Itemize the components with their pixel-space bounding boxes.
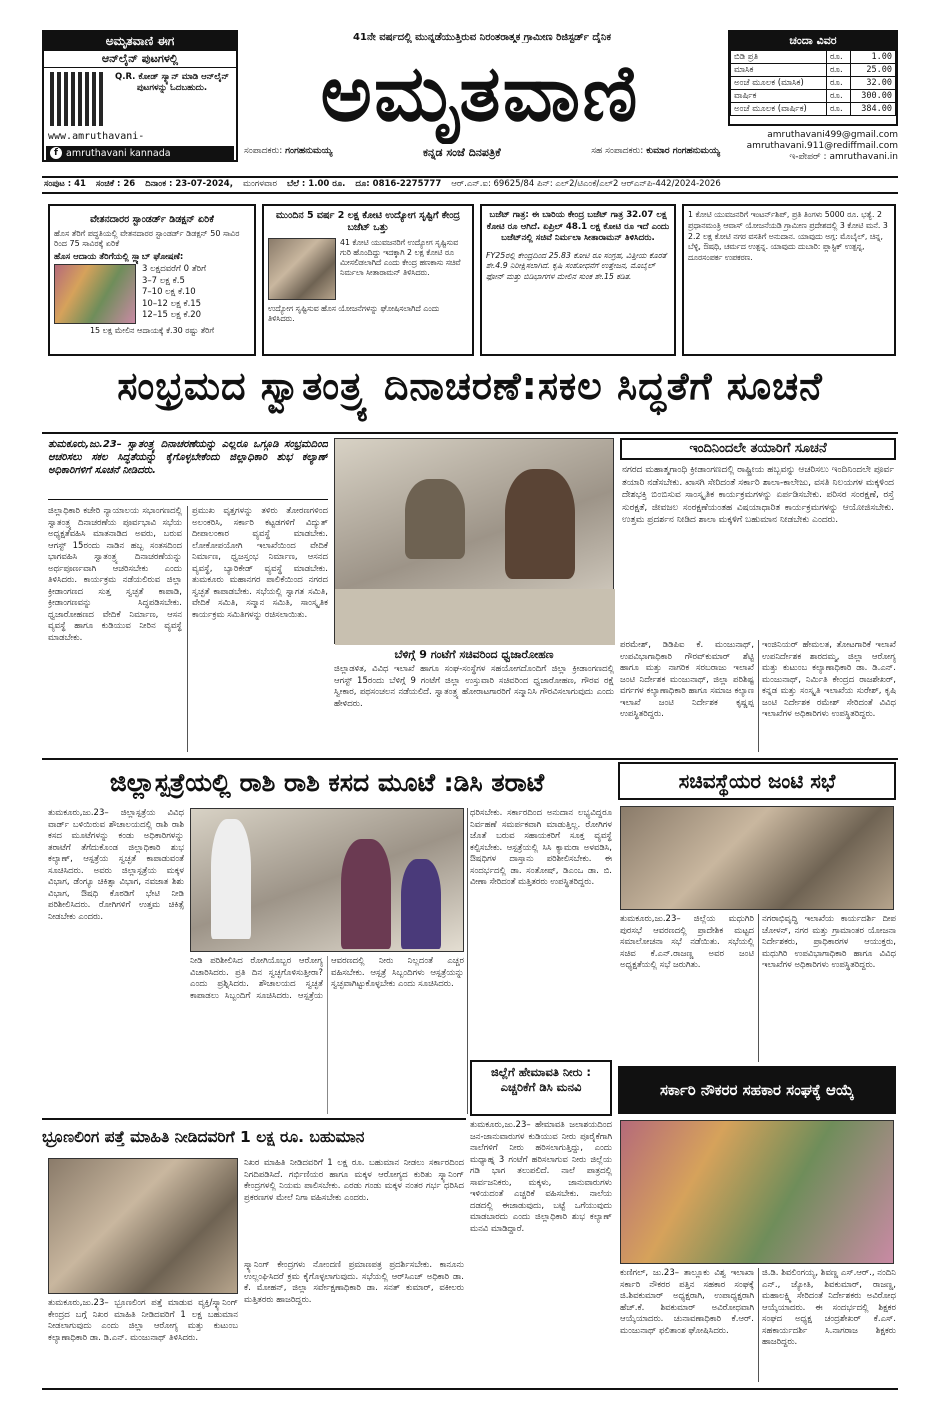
subscription-table bbox=[730, 50, 896, 116]
subscription-label: ವಾರ್ಷಿಕ bbox=[731, 90, 827, 103]
editor-label: ಸಂಪಾದಕರು: bbox=[244, 146, 283, 156]
subscription-title: ಚಂದಾ ವಿವರ bbox=[730, 32, 896, 50]
hospital-column-1: ತುಮಕೂರು,ಜು.23– ಜಿಲ್ಲಾಸ್ಪತ್ರೆಯ ವಿವಿಧ ವಾರ್ಡ್ ಬಳಿಯಿರುವ ಶೌಚಾಲಯದಲ್ಲಿ ರಾಶಿ ರಾಶಿ ಕಸದ ಮೂಟೆಗಳನ್ನು ಕಂಡು ಅಧಿಕಾರಿಗಳನ್ನು ತರಾಟೆಗೆ ತೆಗೆದುಕೊಂಡ ಜಿಲ್ಲಾಧಿಕಾರಿ ಶುಭ ಕಲ್ಯಾಣ್, ಆಸ್ಪತ್ರೆಯ ಸ್ವಚ್ಛತೆ ಕಾಪಾಡುವಂತೆ ಸೂಚಿಸಿದರು. ಅವರು ಜಿಲ್ಲಾಸ್ಪತ್ರೆಯ ಮಕ್ಕಳ ವಿಭಾಗ, ಡೆಂಗ್ಯೂ ಚಿಕಿತ್ಸಾ ವಿಭಾಗ, ನವಜಾತ ಶಿಶು ವಿಭಾಗ, ಔಷಧಿ ಕೊಠಡಿಗೆ ಭೇಟಿ ನೀಡಿ ಪರಿಶೀಲಿಸಿದರು. ರೋಗಿಗಳಿಗೆ ಉತ್ತಮ ಚಿಕಿತ್ಸೆ ನೀಡಬೇಕು ಎಂದರು. bbox=[48, 808, 184, 922]
subscription-unit: ರೂ. bbox=[827, 103, 851, 116]
foeticide-photo bbox=[48, 1158, 238, 1294]
promo-subtitle: ಆನ್‌ಲೈನ್ ಪುಟಗಳಲ್ಲಿ bbox=[44, 51, 236, 68]
price: ಬೆಲೆ : 1.00 ರೂ. bbox=[286, 179, 346, 189]
budget-box-title: ಬಜೆಟ್ ಗಾತ್ರ: ಈ ಬಾರಿಯ ಕೇಂದ್ರ ಬಜೆಟ್ ಗಾತ್ರ 32.07 ಲಕ್ಷ ಕೋಟಿ ರೂ ಆಗಿದೆ. ಏಪ್ರಿಲ್ 48.1 ಲಕ್ಷ ಕೋಟಿ ರೂ ಇದೆ ಎಂದು ಬಜೆಟ್‌ನಲ್ಲಿ ಸಚಿವೆ ನಿರ್ಮಲಾ ಸೀತಾರಾಮನ್ ತಿಳಿಸಿದರು. bbox=[486, 210, 670, 243]
subscription-value: 25.00 bbox=[850, 64, 895, 77]
phone: ದೂ: 0816-2275777 bbox=[355, 179, 442, 189]
budget-box-foot: ಉದ್ಯೋಗ ಸೃಷ್ಟಿಸುವ ಹೊಸ ಯೋಜನೆಗಳನ್ನು ಘೋಷಿಸಲಾಗಿದೆ ಎಂದು ತಿಳಿಸಿದರು. bbox=[268, 304, 440, 323]
side-story-col-a: ಪರಮೇಶ್, ಡಿಡಿಪಿಐ ಕೆ. ಮಂಜುನಾಥ್, ಉಪವಿಭಾಗಾಧಿಕಾರಿ ಗೌರವ್‌ಕುಮಾರ್ ಶೆಟ್ಟಿ ಹಾಗೂ ಮತ್ತು ನಾಗರಿಕ ಸರಬರಾಜು ಇಲಾಖೆ ಜಂಟಿ ನಿರ್ದೇಶಕ ಮಂಜುನಾಥ್, ಜಿಲ್ಲಾ ಪರಿಶಿಷ್ಟ ವರ್ಗಗಳ ಕಲ್ಯಾಣಾಧಿಕಾರಿ ಹಾಗೂ ಸಮಾಜ ಕಲ್ಯಾಣ ಇಲಾಖೆ ಜಂಟಿ ನಿರ್ದೇಶಕ ಕೃಷ್ಣಪ್ಪ ಉಪಸ್ಥಿತರಿದ್ದರು. bbox=[620, 640, 754, 719]
budget-box-title: ವೇತನದಾರರ ಸ್ಟಾಂಡರ್ಡ್ ಡಿಡಕ್ಷನ್ ಏರಿಕೆ bbox=[90, 214, 214, 225]
dateline bbox=[44, 179, 896, 189]
qr-instructions: Q.R. ಕೋಡ್ ಸ್ಕ್ಯಾನ್ ಮಾಡಿ ಆನ್‌ಲೈನ್ ಪುಟಗಳನ್ನು ಓದಬಹುದು. bbox=[114, 72, 230, 93]
subscription-row bbox=[731, 90, 896, 103]
budget-box-body: ಹೊಸ ತೆರಿಗೆ ಪದ್ಧತಿಯಲ್ಲಿ ವೇತನದಾರರ ಸ್ಟಾಂಡರ್ಡ್ ಡಿಡಕ್ಷನ್ 50 ಸಾವಿರ ರಿಂದ 75 ಸಾವಿರಕ್ಕೆ ಏರಿಕೆ bbox=[54, 229, 240, 248]
foeticide-column-3: ಸ್ಕ್ಯಾನಿಂಗ್ ಕೇಂದ್ರಗಳು ನೋಂದಣಿ ಪ್ರಮಾಣಪತ್ರ ಪ್ರದರ್ಶಿಸಬೇಕು. ಕಾನೂನು ಉಲ್ಲಂಘಿಸಿದರೆ ಕ್ರಮ ಕೈಗೊಳ್ಳಲಾಗುವುದು. ಸಭೆಯಲ್ಲಿ ಆರ್‌ಸಿಎಚ್ ಅಧಿಕಾರಿ ಡಾ. ಕೆ. ಮೋಹನ್, ಜಿಲ್ಲಾ ಸರ್ವೇಕ್ಷಣಾಧಿಕಾರಿ ಡಾ. ಸನತ್ ಕುಮಾರ್, ವಕೀಲರು ಮತ್ತಿತರರು ಹಾಜರಿದ್ದರು. bbox=[244, 1260, 464, 1305]
subscription-label: ಬಿಡಿ ಪ್ರತಿ bbox=[731, 51, 827, 64]
issue-date: ದಿನಾಂಕ : 23-07-2024, bbox=[145, 179, 233, 189]
volume: ಸಂಪುಟ : 41 bbox=[44, 179, 86, 189]
secretaries-headline: ಸಚಿವಸ್ಥೆಯರ ಜಂಟಿ ಸಭೆ bbox=[618, 762, 896, 800]
tax-slab-list bbox=[142, 264, 206, 324]
tax-image bbox=[54, 264, 136, 324]
subscription-row bbox=[731, 64, 896, 77]
meeting-photo bbox=[334, 438, 614, 644]
side-story-headline: ಇಂದಿನಿಂದಲೇ ತಯಾರಿಗೆ ಸೂಚನೆ bbox=[620, 438, 896, 460]
editor-line bbox=[244, 146, 720, 160]
newspaper-name: ಅಮೃತವಾಣಿ bbox=[320, 48, 640, 139]
foeticide-column-2: ನಿಖರ ಮಾಹಿತಿ ನೀಡಿದವರಿಗೆ 1 ಲಕ್ಷ ರೂ. ಬಹುಮಾನ ನೀಡಲು ಸರ್ಕಾರದಿಂದ ನಿಗದಿಪಡಿಸಿದೆ. ಗರ್ಭಿಣಿಯರ ಹಾಗೂ ಮಕ್ಕಳ ಆರೋಗ್ಯದ ಕುರಿತು ಸ್ಕ್ಯಾನಿಂಗ್ ಕೇಂದ್ರಗಳಲ್ಲಿ ನಿಯಮ ಪಾಲಿಸಬೇಕು. ಎರಡು ಗಂಡು ಮಕ್ಕಳ ನಂತರ ಗರ್ಭ ಧರಿಸಿದ ಪ್ರಕರಣಗಳ ಮೇಲೆ ನಿಗಾ ವಹಿಸಬೇಕು ಎಂದರು. bbox=[244, 1158, 464, 1203]
facebook-bar[interactable] bbox=[46, 146, 234, 160]
cooperative-column-2: ಜಿ.ಡಿ. ಶಿವಲಿಂಗಯ್ಯ, ಶಿವಣ್ಣ ಎಸ್.ಆರ್., ನಂದಿನಿ ಎನ್., ಜ್ಯೋತಿ, ಶಿವಕುಮಾರ್, ರಾಜಣ್ಣ, ಮಹಾಲಕ್ಷ್ಮಿ ಸೇರಿದಂತೆ ನಿರ್ದೇಶಕರು ಅವಿರೋಧ ಆಯ್ಕೆಯಾದರು. ಈ ಸಂದರ್ಭದಲ್ಲಿ ಶಿಕ್ಷಕರ ಸಂಘದ ಅಧ್ಯಕ್ಷ ಚಂದ್ರಶೇಖರ್ ಕೆ.ಎಸ್. ಸಹಕಾರ್ಯದರ್ಶಿ ಸಿ.ನಾಗರಾಜ ಶಿಕ್ಷಕರು ಹಾಜರಿದ್ದರು. bbox=[762, 1268, 896, 1347]
budget-box-sub: ಹೊಸ ಆದಾಯ ತೆರಿಗೆಯಲ್ಲಿ ಸ್ಲ್ಯಾಬ್ ಘೋಷಣೆ: bbox=[54, 252, 184, 262]
email-1[interactable]: amruthavani499@gmail.com bbox=[767, 130, 898, 140]
subscription-unit: ರೂ. bbox=[827, 77, 851, 90]
weekday: ಮಂಗಳವಾರ bbox=[242, 179, 277, 189]
budget-box-body: 41 ಕೋಟಿ ಯುವಜನರಿಗೆ ಉದ್ಯೋಗ ಸೃಷ್ಟಿಸುವ ಗುರಿ ಹೊಂದಿದ್ದು ಇದಕ್ಕಾಗಿ 2 ಲಕ್ಷ ಕೋಟಿ ರೂ ಮೀಸಲಿಡಲಾಗಿದೆ ಎಂದು ಕೇಂದ್ರ ಹಣಕಾಸು ಸಚಿವೆ ನಿರ್ಮಲಾ ಸೀತಾರಾಮನ್ ತಿಳಿಸಿದರು. bbox=[340, 238, 461, 277]
budget-box-deduction bbox=[48, 204, 256, 356]
cooperative-photo bbox=[620, 1120, 894, 1264]
registration: ಆರ್.ಎನ್.ಐ: 69625/84 ಪಿನ್: ಎಲ್2/ಟಿಎಂಕೆ/ಎಲ್2 ಆರ್‌ಎನ್‌ಪಿ-442/2024-2026 bbox=[451, 179, 721, 189]
promo-title: ಅಮೃತವಾಣಿ ಈಗ bbox=[44, 32, 236, 51]
facebook-icon: f bbox=[50, 147, 62, 159]
subscription-value: 300.00 bbox=[850, 90, 895, 103]
foeticide-column-1: ತುಮಕೂರು,ಜು.23– ಭ್ರೂಣಲಿಂಗ ಪತ್ತೆ ಮಾಡುವ ವ್ಯಕ್ತಿ/ಸ್ಕ್ಯಾನಿಂಗ್ ಕೇಂದ್ರದ ಬಗ್ಗೆ ನಿಖರ ಮಾಹಿತಿ ನೀಡಿದವರಿಗೆ 1 ಲಕ್ಷ ಬಹುಮಾನ ನೀಡಲಾಗುವುದು ಎಂದು ಜಿಲ್ಲಾ ಆರೋಗ್ಯ ಮತ್ತು ಕುಟುಂಬ ಕಲ್ಯಾಣಾಧಿಕಾರಿ ಡಾ. ಡಿ.ಎನ್. ಮಂಜುನಾಥ್ ತಿಳಿಸಿದರು. bbox=[48, 1298, 238, 1343]
tax-slab: 10–12 ಲಕ್ಷ ಕೆ.15 bbox=[142, 298, 202, 309]
epaper-link[interactable]: ಇ-ಪೇಪರ್ : amruthavani.in bbox=[789, 152, 898, 162]
subscription-value: 384.00 bbox=[850, 103, 895, 116]
tax-slab: 12–15 ಲಕ್ಷ ಕೆ.20 bbox=[142, 310, 202, 320]
cooperative-column-1: ಕುಣಿಗಲ್, ಜು.23– ತಾಲ್ಲೂಕು ವಿಶ್ವ ಇಲಾಖಾ ಸರ್ಕಾರಿ ನೌಕರರ ಪತ್ತಿನ ಸಹಕಾರ ಸಂಘಕ್ಕೆ ಜಿ.ಶಿವಕುಮಾರ್ ಅಧ್ಯಕ್ಷರಾಗಿ, ಉಪಾಧ್ಯಕ್ಷರಾಗಿ ಹೆಚ್.ಕೆ. ಶಿವಕುಮಾರ್ ಅವಿರೋಧವಾಗಿ ಆಯ್ಕೆಯಾದರು. ಚುನಾವಣಾಧಿಕಾರಿ ಕೆ.ಆರ್. ಮಂಜುನಾಥ್ ಫಲಿತಾಂಶ ಘೋಷಿಸಿದರು. bbox=[620, 1268, 754, 1336]
finance-minister-photo bbox=[268, 238, 336, 300]
budget-box-body: FY25ರಲ್ಲಿ ಕೇಂದ್ರದಿಂದ 25.83 ಕೋಟಿ ರೂ ಸಂಗ್ರಹ, ವಿತ್ತೀಯ ಕೊರತೆ ಶೇ.4.9 ನಿರೀಕ್ಷಿಸಲಾಗಿದೆ. ಕೃಷಿ ಸಂಶೋಧನೆಗೆ ಉತ್ತೇಜನ, ಮೊಬೈಲ್ ಫೋನ್ ಮತ್ತು ಬಿಡಿಭಾಗಗಳ ಮೇಲಿನ ಸುಂಕ ಶೇ.15 ಕಡಿತ. bbox=[486, 250, 667, 281]
cooperative-headline: ಸರ್ಕಾರಿ ನೌಕರರ ಸಹಕಾರ ಸಂಘಕ್ಕೆ ಆಯ್ಕೆ bbox=[618, 1066, 896, 1114]
hospital-column-2: ನೀಡಿ ಪರಿಶೀಲಿಸಿದ ರೋಗಿಯೊಬ್ಬರ ಆರೋಗ್ಯ ವಿಚಾರಿಸಿದರು. ಪ್ರತಿ ದಿನ ಸ್ವಚ್ಛಗೊಳಿಸುತ್ತೀರಾ? ಎಂದು ಪ್ರಶ್ನಿಸಿದರು. ಶೌಚಾಲಯದ ಸ್ವಚ್ಛತೆ ಕಾಪಾಡಲು ಸಿಬ್ಬಂದಿಗೆ ಸೂಚಿಸಿದರು. ಆಸ್ಪತ್ರೆಯ ಆವರಣದಲ್ಲಿ ನೀರು ನಿಲ್ಲದಂತೆ ಎಚ್ಚರ ವಹಿಸಬೇಕು. ಆಸ್ಪತ್ರೆ ಸಿಬ್ಬಂದಿಗಳು ಆಸ್ಪತ್ರೆಯನ್ನು ಸ್ವಚ್ಛವಾಗಿಟ್ಟುಕೊಳ್ಳಬೇಕು ಎಂದು ಸೂಚಿಸಿದರು. bbox=[190, 956, 464, 1001]
lead-headline: ಸಂಭ್ರಮದ ಸ್ವಾತಂತ್ರ್ಯ ದಿನಾಚರಣೆ:ಸಕಲ ಸಿದ್ಧತೆಗೆ ಸೂಚನೆ bbox=[117, 364, 823, 408]
person-patient bbox=[341, 839, 391, 949]
subscription-value: 1.00 bbox=[850, 51, 895, 64]
sub-editor-label: ಸಹ ಸಂಪಾದಕರು: bbox=[591, 146, 644, 156]
hospital-column-3: ಧರಿಸಬೇಕು. ಸರ್ಕಾರದಿಂದ ಅನುದಾನ ಲಭ್ಯವಿದ್ದರೂ ನಿರ್ವಹಣೆ ಸಮರ್ಪಕವಾಗಿ ಮಾಡುತ್ತಿಲ್ಲ. ರೋಗಿಗಳ ಜೊತೆ ಬರುವ ಸಹಾಯಕರಿಗೆ ಸೂಕ್ತ ವ್ಯವಸ್ಥೆ ಕಲ್ಪಿಸಬೇಕು. ಆಸ್ಪತ್ರೆಯಲ್ಲಿ ಸಿಸಿ ಕ್ಯಾಮರಾ ಅಳವಡಿಸಿ, ಔಷಧಿಗಳ ದಾಸ್ತಾನು ಪರಿಶೀಲಿಸಬೇಕು. ಈ ಸಂದರ್ಭದಲ್ಲಿ ಡಾ. ಸಂತೋಷ್, ಡಿಎಂಒ ಡಾ. ಬಿ. ವೀಣಾ ಸೇರಿದಂತೆ ಮತ್ತಿತರರು ಉಪಸ್ಥಿತರಿದ್ದರು. bbox=[470, 808, 612, 887]
subscription-row bbox=[731, 77, 896, 90]
subscription-value: 32.00 bbox=[850, 77, 895, 90]
hemavathi-headline: ಜಿಲ್ಲೆಗೆ ಹೇಮಾವತಿ ನೀರು : ಎಚ್ಚರಿಕೆಗೆ ಡಿಸಿ ಮನವಿ bbox=[470, 1060, 612, 1116]
secretaries-column-2: ನಗರಾಭಿವೃದ್ಧಿ ಇಲಾಖೆಯ ಕಾರ್ಯದರ್ಶಿ ದೀಪ ಚೋಳನ್, ನಗರ ಮತ್ತು ಗ್ರಾಮಾಂತರ ಯೋಜನಾ ನಿರ್ದೇಶಕರು, ಪ್ರಾಧಿಕಾರಗಳ ಆಯುಕ್ತರು, ಮಧುಗಿರಿ ಉಪವಿಭಾಗಾಧಿಕಾರಿ ಹಾಗೂ ವಿವಿಧ ಇಲಾಖೆಗಳ ಅಧಿಕಾರಿಗಳು ಉಪಸ್ಥಿತರಿದ್ದರು. bbox=[762, 914, 896, 970]
subscription-box bbox=[728, 30, 898, 126]
sub-name: ಕನ್ನಡ ಸಂಜೆ ದಿನಪತ್ರಿಕೆ bbox=[422, 146, 501, 159]
budget-box-size bbox=[480, 204, 676, 356]
issue: ಸಂಚಿಕೆ : 26 bbox=[95, 179, 136, 189]
tax-slab: 3 ಲಕ್ಷದವರೆಗೆ 0 ತೆರಿಗೆ bbox=[142, 264, 207, 274]
secretaries-column-1: ತುಮಕೂರು,ಜು.23– ಜಿಲ್ಲೆಯ ಮಧುಗಿರಿ ಪುರಸಭೆ ಆವರಣದಲ್ಲಿ ಪ್ರಾದೇಶಿಕ ಮಟ್ಟದ ಸಮಾಲೋಚನಾ ಸಭೆ ನಡೆಯಿತು. ಸಭೆಯಲ್ಲಿ ಸಚಿವ ಕೆ.ಎನ್.ರಾಜಣ್ಣ ಅವರ ಜಂಟಿ ಅಧ್ಯಕ್ಷತೆಯಲ್ಲಿ ಸಭೆ ಜರುಗಿತು. bbox=[620, 914, 754, 970]
lead-caption-body: ಜಿಲ್ಲಾಡಳಿತ, ವಿವಿಧ ಇಲಾಖೆ ಹಾಗೂ ಸಂಘ-ಸಂಸ್ಥೆಗಳ ಸಹಯೋಗದೊಂದಿಗೆ ಜಿಲ್ಲಾ ಕ್ರೀಡಾಂಗಣದಲ್ಲಿ ಆಗಸ್ಟ್ 15ರಂದು ಬೆಳಿಗ್ಗೆ 9 ಗಂಟೆಗೆ ಜಿಲ್ಲಾ ಉಸ್ತುವಾರಿ ಸಚಿವರಿಂದ ಧ್ವಜಾರೋಹಣ, ಗೌರವ ರಕ್ಷೆ ಸ್ವೀಕಾರ, ಪಥಸಂಚಲನ ನಡೆಯಲಿದೆ. ಸ್ವಾತಂತ್ರ್ಯ ಹೋರಾಟಗಾರರಿಗೆ ಸನ್ಮಾನಿಸಿ ಗೌರವಿಸಲಾಗುವುದು ಎಂದು ಹೇಳಿದರು. bbox=[334, 664, 614, 709]
subscription-row bbox=[731, 103, 896, 116]
tax-slab: 7–10 ಲಕ್ಷ ಕೆ.10 bbox=[142, 287, 196, 297]
subscription-unit: ರೂ. bbox=[827, 64, 851, 77]
subscription-label: ಮಾಸಿಕ bbox=[731, 64, 827, 77]
contact-block bbox=[728, 130, 898, 163]
budget-box-jobs bbox=[262, 204, 474, 356]
side-story-col-b: ಇಂಜಿನಿಯರ್ ಹೇಮಲತ, ತೋಟಗಾರಿಕೆ ಇಲಾಖೆ ಉಪನಿರ್ದೇಶಕ ಶಾರದಮ್ಮ, ಜಿಲ್ಲಾ ಆರೋಗ್ಯ ಮತ್ತು ಕುಟುಂಬ ಕಲ್ಯಾಣಾಧಿಕಾರಿ ಡಾ. ಡಿ.ಎನ್. ಮಂಜುನಾಥ್, ನಿರ್ಮಿತಿ ಕೇಂದ್ರದ ರಾಜಶೇಖರ್, ಕನ್ನಡ ಮತ್ತು ಸಂಸ್ಕೃತಿ ಇಲಾಖೆಯ ಸುರೇಶ್, ಕೃಷಿ ಜಂಟಿ ನಿರ್ದೇಶಕ ರಮೇಶ್ ಸೇರಿದಂತೆ ವಿವಿಧ ಇಲಾಖೆಗಳ ಅಧಿಕಾರಿಗಳು ಉಪಸ್ಥಿತರಿದ್ದರು. bbox=[762, 640, 896, 719]
hemavathi-body: ತುಮಕೂರು,ಜು.23– ಹೇಮಾವತಿ ಜಲಾಶಯದಿಂದ ಜನ-ಜಾನುವಾರುಗಳ ಕುಡಿಯುವ ನೀರು ಪೂರೈಕೆಗಾಗಿ ನಾಲೆಗಳಿಗೆ ನೀರು ಹರಿಸಲಾಗುತ್ತಿದ್ದು, ಎಂದು ಮಧ್ಯಾಹ್ನ 3 ಗಂಟೆಗೆ ಹರಿಸಲಾಗುವ ನೀರು ಜಿಲ್ಲೆಯ ಗಡಿ ಭಾಗ ತಲುಪಲಿದೆ. ನಾಲೆ ಪಾತ್ರದಲ್ಲಿ ಸಾರ್ವಜನಿಕರು, ಮಕ್ಕಳು, ಜಾನುವಾರುಗಳು ಇಳಿಯದಂತೆ ಎಚ್ಚರಿಕೆ ವಹಿಸಬೇಕು. ನಾಲೆಯ ದಡದಲ್ಲಿ ಈಜಾಡುವುದು, ಬಟ್ಟೆ ಒಗೆಯುವುದು ಮಾಡಬಾರದು ಎಂದು ಜಿಲ್ಲಾಧಿಕಾರಿ ಶುಭ ಕಲ್ಯಾಣ್ ಮನವಿ ಮಾಡಿದ್ದಾರೆ. bbox=[470, 1120, 612, 1234]
secretaries-photo bbox=[620, 806, 894, 910]
qr-code[interactable] bbox=[50, 72, 104, 126]
subscription-row bbox=[731, 51, 896, 64]
budget-box-body: 1 ಕೋಟಿ ಯುವಜನರಿಗೆ ಇಂಟರ್ನ್‌ಶಿಪ್, ಪ್ರತಿ ತಿಂಗಳು 5000 ರೂ. ಭತ್ಯೆ. 2 ಪ್ರಧಾನಮಂತ್ರಿ ಆವಾಸ್ ಯೋಜನೆಯಡಿ ಗ್ರಾಮೀಣ ಪ್ರದೇಶದಲ್ಲಿ 3 ಕೋಟಿ ಮನೆ. 3 2.2 ಲಕ್ಷ ಕೋಟಿ ನಗರ ವಸತಿಗೆ ಅನುದಾನ. ಯಾವುದು ಅಗ್ಗ: ಮೊಬೈಲ್, ಚಿನ್ನ, ಬೆಳ್ಳಿ, ಔಷಧಿ, ಚರ್ಮದ ಉತ್ಪನ್ನ. ಯಾವುದು ದುಬಾರಿ: ಪ್ಲಾಸ್ಟಿಕ್ ಉತ್ಪನ್ನ, ದೂರಸಂಪರ್ಕ ಉಪಕರಣ. bbox=[688, 210, 888, 263]
budget-box-title: ಮುಂದಿನ 5 ವರ್ಷ 2 ಲಕ್ಷ ಕೋಟಿ ಉದ್ಯೋಗ ಸೃಷ್ಟಿಗೆ ಕೇಂದ್ರ ಬಜೆಟ್ ಒತ್ತು bbox=[276, 210, 460, 233]
foeticide-headline: ಭ್ರೂಣಲಿಂಗ ಪತ್ತೆ ಮಾಹಿತಿ ನೀಡಿದವರಿಗೆ 1 ಲಕ್ಷ ರೂ. ಬಹುಮಾನ bbox=[42, 1128, 365, 1146]
subscription-unit: ರೂ. bbox=[827, 51, 851, 64]
subscription-unit: ರೂ. bbox=[827, 90, 851, 103]
person-doctor bbox=[211, 819, 251, 939]
person-dc bbox=[505, 469, 575, 579]
subscription-label: ಅಂಚೆ ಮೂಲಕ (ಮಾಸಿಕ) bbox=[731, 77, 827, 90]
tagline: 41ನೇ ವರ್ಷದಲ್ಲಿ ಮುನ್ನಡೆಯುತ್ತಿರುವ ನಿರಂತರಾತ್ಮಕ ಗ್ರಾಮೀಣ ರಿಜಿಸ್ಟರ್ಡ್ ದೈನಿಕ bbox=[353, 32, 611, 43]
website-text[interactable]: www.amruthavani- bbox=[48, 131, 145, 142]
sub-editor-name: ಕುಮಾರ ಗಂಗಹನುಮಯ್ಯ bbox=[646, 146, 720, 156]
hospital-headline: ಜಿಲ್ಲಾಸ್ಪತ್ರೆಯಲ್ಲಿ ರಾಶಿ ರಾಶಿ ಕಸದ ಮೂಟೆ :ಡಿಸಿ ತರಾಟೆ bbox=[109, 768, 545, 797]
budget-box-foot: 15 ಲಕ್ಷ ಮೇಲಿನ ಆದಾಯಕ್ಕೆ ಕೆ.30 ರಷ್ಟು ತೆರಿಗೆ bbox=[89, 326, 215, 335]
lead-photo-caption: ಬೆಳಿಗ್ಗೆ 9 ಗಂಟೆಗೆ ಸಚಿವರಿಂದ ಧ್ವಜಾರೋಹಣ bbox=[394, 648, 554, 661]
side-story-body: ನಗರದ ಮಹಾತ್ಮಗಾಂಧಿ ಕ್ರೀಡಾಂಗಣದಲ್ಲಿ ರಾಷ್ಟ್ರೀಯ ಹಬ್ಬವನ್ನು ಆಚರಿಸಲು ಇಂದಿನಿಂದಲೇ ಪೂರ್ವ ತಯಾರಿ ನಡೆಸಬೇಕು. ಖಾಸಗಿ ಸೇರಿದಂತೆ ಸರ್ಕಾರಿ ಶಾಲಾ-ಕಾಲೇಜು, ವಸತಿ ನಿಲಯಗಳ ಮಕ್ಕಳಿಂದ ದೇಶಭಕ್ತಿ ಬಿಂಬಿಸುವ ಸಾಂಸ್ಕೃತಿಕ ಕಾರ್ಯಕ್ರಮಗಳನ್ನು ಏರ್ಪಡಿಸಬೇಕು. ಪರಿಸರ ಸಂರಕ್ಷಣೆ, ರಸ್ತೆ ಸುರಕ್ಷತೆ, ಜೀವಜಲ ಸಂರಕ್ಷಣೆಯಂತಹ ವಿಷಯಾಧಾರಿತ ಕಾರ್ಯಕ್ರಮಗಳನ್ನು ಆಯೋಜಿಸಬೇಕು. ಉತ್ತಮ ಪ್ರದರ್ಶನ ನೀಡಿದ ಶಾಲಾ ಮಕ್ಕಳಿಗೆ ಬಹುಮಾನ ನೀಡಬೇಕು ಎಂದರು. bbox=[622, 465, 894, 525]
lead-column-1: ಜಿಲ್ಲಾಧಿಕಾರಿ ಕಚೇರಿ ನ್ಯಾಯಾಲಯ ಸಭಾಂಗಣದಲ್ಲಿ ಸ್ವಾತಂತ್ರ್ಯ ದಿನಾಚರಣೆಯ ಪೂರ್ವಭಾವಿ ಸಭೆಯ ಅಧ್ಯಕ್ಷತೆವಹಿಸಿ ಮಾತನಾಡಿದ ಅವರು, ಬರುವ ಆಗಸ್ಟ್ 15ರಂದು ನಾಡಿನ ಹಬ್ಬ ಸಂತಸದಿಂದ ಭಾಗವಹಿಸಿ ಸ್ವಾತಂತ್ರ್ಯ ದಿನಾಚರಣೆಯನ್ನು ಅರ್ಥಪೂರ್ಣವಾಗಿ ಆಚರಿಸಬೇಕು ಎಂದು ತಿಳಿಸಿದರು. ಕಾರ್ಯಕ್ರಮ ನಡೆಯಲಿರುವ ಜಿಲ್ಲಾ ಕ್ರೀಡಾಂಗಣದ ಸುತ್ತ ಸ್ವಚ್ಛತೆ ಕಾಪಾಡಿ, ಕ್ರೀಡಾಂಗಣವನ್ನು ಸಿದ್ಧಪಡಿಸಬೇಕು. ಧ್ವಜಾರೋಹಣದ ವೇದಿಕೆ ನಿರ್ಮಾಣ, ಆಸನ ವ್ಯವಸ್ಥೆ ಹಾಗೂ ಕುಡಿಯುವ ನೀರಿನ ವ್ಯವಸ್ಥೆ ಮಾಡಬೇಕು. bbox=[48, 506, 182, 643]
lead-column-2: ಪ್ರಮುಖ ವೃತ್ತಗಳನ್ನು ತಳಿರು ತೋರಣಗಳಿಂದ ಅಲಂಕರಿಸಿ, ಸರ್ಕಾರಿ ಕಟ್ಟಡಗಳಿಗೆ ವಿದ್ಯುತ್ ದೀಪಾಲಂಕಾರ ವ್ಯವಸ್ಥೆ ಮಾಡಬೇಕು. ಲೋಕೋಪಯೋಗಿ ಇಲಾಖೆಯಿಂದ ವೇದಿಕೆ ನಿರ್ಮಾಣ, ಧ್ವಜಸ್ತಂಭ ನಿರ್ಮಾಣ, ಆಸನದ ವ್ಯವಸ್ಥೆ, ಬ್ಯಾರಿಕೇಡ್ ವ್ಯವಸ್ಥೆ ಮಾಡಬೇಕು. ತುಮಕೂರು ಮಹಾನಗರ ಪಾಲಿಕೆಯಿಂದ ನಗರದ ಸ್ವಚ್ಛತೆ ಕಾಪಾಡಬೇಕು. ಸಭೆಯಲ್ಲಿ ಸ್ವಾಗತ ಸಮಿತಿ, ವೇದಿಕೆ ಸಮಿತಿ, ಸನ್ಮಾನ ಸಮಿತಿ, ಸಾಂಸ್ಕೃತಿಕ ಕಾರ್ಯಕ್ರಮ ಸಮಿತಿಗಳನ್ನು ರಚಿಸಲಾಯಿತು. bbox=[192, 506, 328, 620]
tax-slab: 3–7 ಲಕ್ಷ ಕೆ.5 bbox=[142, 275, 185, 286]
facebook-handle: amruthavani kannada bbox=[66, 147, 171, 159]
lead-intro: ತುಮಕೂರು,ಜು.23– ಸ್ವಾತಂತ್ರ್ಯ ದಿನಾಚರಣೆಯನ್ನು ಎಲ್ಲರೂ ಒಗ್ಗೂಡಿ ಸಂಭ್ರಮದಿಂದ ಆಚರಿಸಲು ಸಕಲ ಸಿದ್ಧತೆಯನ್ನು ಕೈಗೊಳ್ಳಬೇಕೆಂದು ಜಿಲ್ಲಾಧಿಕಾರಿ ಶುಭ ಕಲ್ಯಾಣ್ ಅಧಿಕಾರಿಗಳಿಗೆ ಸೂಚನೆ ನೀಡಿದರು. bbox=[48, 438, 328, 500]
budget-box-highlights bbox=[682, 204, 896, 356]
hospital-photo bbox=[190, 808, 464, 952]
subscription-label: ಅಂಚೆ ಮೂಲಕ (ವಾರ್ಷಿಕ) bbox=[731, 103, 827, 116]
editor-name: ಗಂಗಹನುಮಯ್ಯ bbox=[285, 146, 333, 156]
person-child bbox=[401, 859, 441, 949]
person-officer bbox=[405, 479, 465, 559]
email-2[interactable]: amruthavani.911@rediffmail.com bbox=[746, 141, 898, 151]
online-promo bbox=[42, 30, 238, 162]
table bbox=[335, 589, 615, 645]
